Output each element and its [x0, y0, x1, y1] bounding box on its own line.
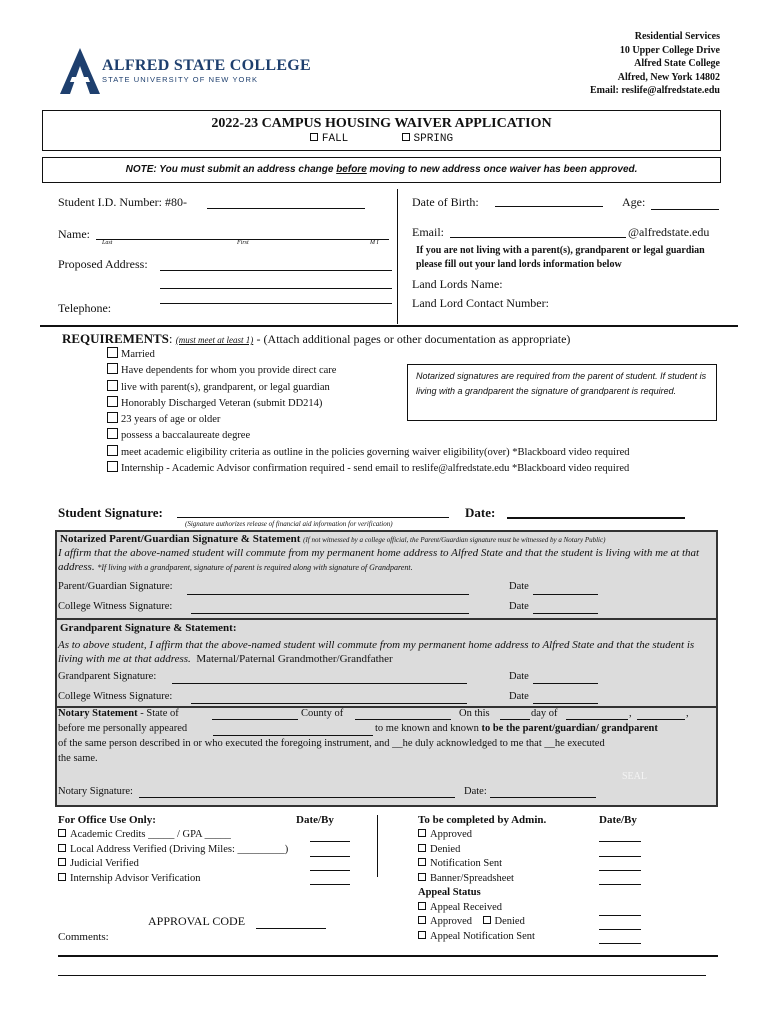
logo-a-icon — [58, 46, 102, 96]
checkbox[interactable] — [418, 844, 426, 852]
address-line: 10 Upper College Drive — [619, 44, 720, 56]
requirement-label: Married — [121, 349, 155, 360]
form-title: 2022-23 CAMPUS HOUSING WAIVER APPLICATION — [211, 116, 552, 131]
admin-title: To be completed by Admin. — [418, 814, 547, 826]
parent-section-title — [60, 533, 605, 545]
requirement-label: Have dependents for whom you provide direct care — [121, 365, 337, 377]
notary-title: Notary Statement — [58, 708, 138, 719]
office-item-label: Local Address Verified (Driving Miles: _________) — [70, 843, 289, 855]
parent-witness-label: College Witness Signature: — [58, 601, 173, 612]
parent-title-note: (If not witnessed by a college official, the Parent/Guardian signature must be witnessed by a Notary Public) — [303, 536, 606, 544]
notary-seal: SEAL — [622, 771, 647, 782]
office-divider — [377, 815, 378, 877]
office-item-label: Academic Credits _____ / GPA _____ — [70, 829, 231, 840]
parent-witness-input[interactable] — [191, 613, 469, 614]
notary-state-label: - State of — [137, 708, 179, 719]
comments-line-1[interactable] — [58, 955, 718, 957]
notarized-info-box: Notarized signatures are required from the parent of student. If student is living with a grandparent the signature of grandparent is required. — [407, 364, 717, 421]
address-email: Email: reslife@alfredstate.edu — [589, 85, 720, 96]
office-item-label: Judicial Verified — [70, 858, 139, 869]
checkbox[interactable] — [107, 380, 118, 391]
requirements-must: (must meet at least 1) — [175, 335, 254, 345]
requirements-header: REQUIREMENTS: (must meet at least 1) - (Attach additional pages or other documentation as appropriate) — [62, 331, 571, 346]
landlord-note: If you are not living with a parent(s), grandparent or legal guardian please fill out your land lords information below — [416, 245, 705, 270]
requirement-label: Internship - Academic Advisor confirmation required - send email to reslife@alfredstate.edu *Blackboard video required — [121, 463, 630, 475]
spring-checkbox[interactable] — [402, 133, 410, 141]
grand-affirm-text: As to above student, I affirm that the above-named student will commute from my permanent home address to Alfred State and that the student is living with me at that address. — [58, 639, 695, 665]
office-item[interactable] — [58, 828, 288, 843]
notary-day-of-label: day of — [531, 708, 558, 719]
grand-options: Maternal/Paternal Grandmother/Grandfather — [196, 653, 393, 665]
office-list — [58, 828, 288, 886]
landlord-name-label: Land Lords Name: — [412, 277, 503, 291]
proposed-address-label: Proposed Address: — [58, 257, 148, 271]
checkbox[interactable] — [58, 829, 66, 837]
name-label: Name: — [58, 227, 90, 241]
checkbox[interactable] — [107, 428, 118, 439]
section-divider — [40, 325, 738, 327]
grand-affirm — [58, 638, 718, 666]
approval-code-input[interactable] — [256, 928, 326, 929]
telephone-label: Telephone: — [58, 301, 112, 315]
office-title: For Office Use Only: — [58, 814, 156, 826]
parent-sig-input[interactable] — [187, 594, 469, 595]
student-signature-input[interactable] — [177, 517, 449, 518]
notary-known: to me known and known — [375, 723, 479, 734]
appeal-date-line[interactable] — [599, 915, 641, 916]
office-address — [590, 30, 720, 98]
requirement-academic[interactable] — [107, 445, 630, 461]
signature-date-input[interactable] — [507, 517, 685, 519]
grand-section-divider — [55, 618, 718, 620]
parent-title-text: Notarized Parent/Guardian Signature & Statement — [60, 533, 301, 545]
note-suffix: moving to new address once waiver has been approved. — [366, 164, 638, 175]
grand-witness-date-input[interactable] — [533, 703, 598, 704]
checkbox[interactable] — [418, 902, 426, 910]
signature-date-text: Date — [465, 505, 491, 520]
admin-date-line[interactable] — [599, 884, 641, 885]
requirement-label: possess a baccalaureate degree — [121, 430, 251, 442]
admin-date-line[interactable] — [599, 870, 641, 871]
notary-year-input[interactable] — [637, 719, 685, 720]
parent-grand-note: *If living with a grandparent, signature of parent is required along with signature of Grandparent. — [97, 563, 413, 572]
grand-witness-input[interactable] — [191, 703, 467, 704]
admin-date-line[interactable] — [599, 841, 641, 842]
note-emphasis: before — [336, 164, 367, 175]
notary-state-input[interactable] — [212, 719, 298, 720]
address-input-2[interactable] — [160, 288, 392, 289]
checkbox[interactable] — [58, 858, 66, 866]
requirement-label: live with parent(s), grandparent, or legal guardian — [121, 381, 330, 393]
landlord-contact-label: Land Lord Contact Number: — [412, 296, 549, 310]
age-input[interactable] — [651, 209, 719, 210]
office-date-line[interactable] — [310, 856, 350, 857]
notary-county-input[interactable] — [355, 719, 451, 720]
address-input-1[interactable] — [160, 270, 392, 271]
parent-witness-date-label: Date — [509, 601, 529, 612]
checkbox[interactable] — [58, 873, 66, 881]
fall-checkbox[interactable] — [310, 133, 318, 141]
note-box — [42, 157, 721, 183]
office-date-line[interactable] — [310, 870, 350, 871]
admin-item-label: Banner/Spreadsheet — [430, 872, 514, 884]
fall-label: FALL — [321, 133, 349, 145]
admin-item-label: Notification Sent — [430, 858, 503, 869]
age-label: Age: — [622, 195, 646, 209]
admin-item[interactable] — [418, 843, 535, 858]
appeal-item[interactable] — [418, 930, 535, 945]
notary-sig-input[interactable] — [139, 797, 455, 798]
admin-item[interactable] — [418, 828, 535, 843]
appeal-item-label: Approved — [430, 916, 472, 927]
admin-list — [418, 828, 535, 944]
grand-sig-label: Grandparent Signature: — [58, 671, 157, 682]
requirement-label: 23 years of age or older — [121, 414, 221, 426]
grand-witness-date-label: Date — [509, 691, 529, 702]
notary-person-input[interactable] — [213, 735, 373, 736]
notary-day-input[interactable] — [500, 719, 530, 720]
notary-bold: to be the parent/guardian/ grandparent — [481, 723, 658, 734]
checkbox[interactable] — [107, 363, 118, 374]
student-signature-text: Student Signature — [58, 505, 159, 520]
appeal-item-label: Denied — [494, 916, 525, 927]
appeal-date-line[interactable] — [599, 929, 641, 930]
grand-witness-label: College Witness Signature: — [58, 691, 173, 702]
checkbox[interactable] — [418, 873, 426, 881]
office-item[interactable] — [58, 857, 288, 872]
email-label: Email: — [412, 225, 444, 239]
last-caption: Last — [102, 240, 113, 246]
requirement-married[interactable] — [107, 347, 630, 363]
checkbox[interactable] — [418, 829, 426, 837]
college-logo — [58, 46, 102, 96]
parent-date-label: Date — [509, 581, 529, 592]
address-line: Alfred, New York 14802 — [617, 71, 720, 83]
dob-input[interactable] — [495, 206, 603, 207]
notary-date-label: Date: — [464, 786, 487, 797]
checkbox[interactable] — [483, 916, 491, 924]
spring-label: SPRING — [413, 133, 454, 145]
grand-date-label: Date — [509, 671, 529, 682]
dob-label: Date of Birth: — [412, 195, 479, 209]
office-item[interactable] — [58, 872, 288, 887]
notary-comma-2: , — [686, 708, 689, 719]
checkbox[interactable] — [58, 844, 66, 852]
admin-item-label: Approved — [430, 829, 472, 840]
appeal-date-line[interactable] — [599, 943, 641, 944]
office-date-by: Date/By — [296, 814, 334, 826]
address-line: Residential Services — [634, 31, 720, 42]
admin-item-label: Denied — [430, 843, 461, 855]
notary-on-this-label: On this — [459, 708, 490, 719]
grand-date-input[interactable] — [533, 683, 598, 684]
admin-date-line[interactable] — [599, 856, 641, 857]
mi-caption: M I — [370, 240, 379, 246]
student-id-input[interactable] — [207, 208, 365, 209]
notary-line-3: of the same person described in or who executed the foregoing instrument, and __he duly acknowledged to me that __he executed — [58, 738, 605, 749]
checkbox[interactable] — [107, 445, 118, 456]
student-signature-label: Student Signature: — [58, 505, 163, 520]
checkbox[interactable] — [107, 461, 118, 472]
requirement-internship[interactable] — [107, 461, 630, 477]
notary-sig-label: Notary Signature: — [58, 786, 133, 797]
email-domain: @alfredstate.edu — [628, 225, 710, 239]
office-date-line[interactable] — [310, 841, 350, 842]
approval-code-label: APPROVAL CODE — [148, 914, 246, 928]
notary-date-input[interactable] — [490, 797, 596, 798]
checkbox[interactable] — [418, 858, 426, 866]
requirement-label: meet academic eligibility criteria as outline in the policies governing waiver eligibility(over) *Blackboard video required — [121, 446, 630, 458]
notary-line-4: the same. — [58, 753, 98, 764]
college-name: ALFRED STATE COLLEGE — [102, 57, 312, 74]
checkbox[interactable] — [418, 931, 426, 939]
notary-line-1 — [58, 708, 179, 719]
checkbox[interactable] — [418, 916, 426, 924]
appeal-item-label: Appeal Received — [430, 901, 503, 913]
note-prefix: NOTE: You must submit an address change — [125, 164, 337, 175]
appeal-item[interactable] — [418, 901, 535, 916]
appeal-item[interactable] — [418, 915, 535, 930]
notary-month-input[interactable] — [566, 719, 628, 720]
parent-affirm-text: I affirm that the above-named student will commute from my permanent home address to Alfred State and that the student is living with me at that address. — [58, 547, 700, 573]
admin-date-by: Date/By — [599, 814, 637, 826]
office-item-label: Internship Advisor Verification — [70, 872, 201, 884]
checkbox[interactable] — [107, 412, 118, 423]
admin-item[interactable] — [418, 857, 535, 872]
grand-sig-input[interactable] — [172, 683, 467, 684]
signature-date-label: Date: — [465, 505, 496, 520]
comments-line-2[interactable] — [58, 975, 706, 976]
requirements-attach: - (Attach additional pages or other documentation as appropriate) — [256, 332, 571, 346]
signature-authorizes: (Signature authorizes release of financial aid information for verification) — [185, 520, 393, 528]
requirement-degree[interactable] — [107, 428, 630, 444]
admin-item[interactable] — [418, 872, 535, 887]
checkbox[interactable] — [107, 396, 118, 407]
first-caption: First — [237, 240, 249, 246]
email-input[interactable] — [450, 237, 626, 238]
office-item[interactable] — [58, 843, 288, 858]
grand-section-title: Grandparent Signature & Statement: — [60, 622, 237, 634]
appeal-item-label: Appeal Notification Sent — [430, 930, 535, 942]
address-line: Alfred State College — [634, 58, 720, 69]
office-date-line[interactable] — [310, 884, 350, 885]
requirement-label: Honorably Discharged Veteran (submit DD214) — [121, 397, 323, 409]
title-box — [42, 110, 721, 151]
term-options — [43, 133, 720, 145]
appeal-status-title: Appeal Status — [418, 887, 481, 898]
requirements-title: REQUIREMENTS — [62, 331, 169, 346]
parent-witness-date-input[interactable] — [533, 613, 598, 614]
notary-county-label: County of — [301, 708, 344, 719]
college-subtitle: STATE UNIVERSITY OF NEW YORK — [102, 75, 259, 84]
parent-sig-label: Parent/Guardian Signature: — [58, 581, 173, 592]
notary-comma: , — [629, 708, 632, 719]
checkbox[interactable] — [107, 347, 118, 358]
parent-affirm — [58, 546, 714, 575]
notary-line-2 — [375, 723, 658, 734]
student-id-label: Student I.D. Number: #80- — [58, 195, 187, 209]
comments-label: Comments: — [58, 931, 109, 943]
parent-date-input[interactable] — [533, 594, 598, 595]
address-input-3[interactable] — [160, 303, 392, 304]
column-divider — [397, 189, 398, 324]
notary-before-label: before me personally appeared — [58, 723, 188, 734]
